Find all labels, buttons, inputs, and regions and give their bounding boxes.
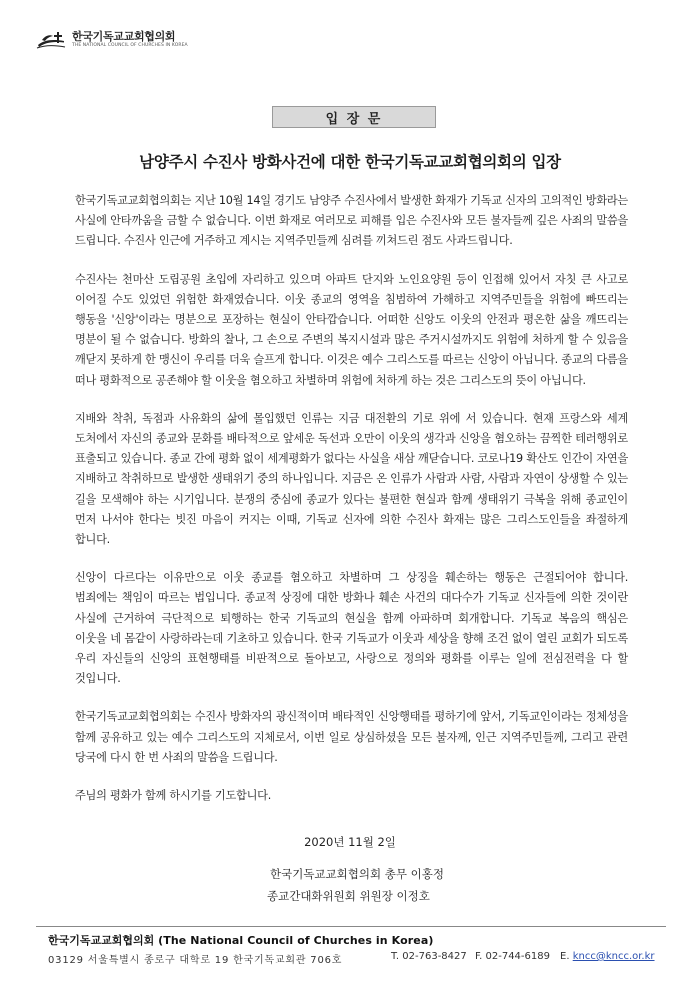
- paragraph: 신앙이 다르다는 이유만으로 이웃 종교를 혐오하고 차별하며 그 상징을 훼손하는 행동은 근절되어야 합니다. 범죄에는 책임이 따르는 법입니다. 종교적 상징에 대한 방화나 훼손 사건의 대다수가 기독교 신자들에 의한 것이란 사실에 근거하여 극단적으로 퇴행하는 한국 기독교의 현실을 함께 아파하며 회개합니다. 기독교 복음의 핵심은 이웃을 네 몸같이 사랑하라는데 기초하고 있습니다. 한국 기독교가 이웃과 세상을 향해 조건 없이 열린 교회가 되도록 우리 자신들의 신앙의 표현행태를 비판적으로 돌아보고, 사랑으로 정의와 평화를 이루는 일에 전심전력을 다 할 것입니다.: [75, 571, 628, 686]
- paragraph: 주님의 평화가 함께 하시기를 기도합니다.: [75, 789, 272, 803]
- signature-general-secretary: 한국기독교교회협의회 총무 이홍정: [270, 867, 444, 881]
- footer-org-name-ko: 한국기독교교회협의회: [48, 934, 155, 947]
- document-title: 남양주시 수진사 방화사건에 대한 한국기독교교회협의회의 입장: [139, 153, 561, 171]
- footer-divider: [36, 926, 666, 927]
- paragraph: 수진사는 천마산 도립공원 초입에 자리하고 있으며 아파트 단지와 노인요양원 등이 인접해 있어서 자칫 큰 사고로 이어질 수도 있었던 위험한 화재였습니다. 이웃 종교의 영역을 침범하여 가해하고 지역주민들을 위험에 빠뜨리는 행동을 '신앙'이라는 명분으로 포장하는 현실이 안타깝습니다. 어떠한 신앙도 이웃의 안전과 평온한 삶을 깨뜨리는 명분이 될 수 없습니다. 방화의 찰나, 그 손으로 주변의 복지시설과 많은 주거시설까지도 위험에 처하게 할 수 있음을 깨닫지 못하게 한 맹신이 우리를 더욱 슬프게 합니다. 이것은 예수 그리스도를 따르는 신앙이 아닙니다. 종교의 다름을 떠나 평화적으로 공존해야 할 이웃을 혐오하고 차별하며 위험에 처하게 하는 것은 그리스도의 뜻이 아닙니다.: [75, 272, 628, 387]
- paragraph: 지배와 착취, 독점과 사유화의 삶에 몰입했던 인류는 지금 대전환의 기로 위에 서 있습니다. 현재 프랑스와 세계 도처에서 자신의 종교와 문화를 배타적으로 앞세운 독선과 오만이 이웃의 생각과 신앙을 혐오하는 끔찍한 테러행위로 표출되고 있습니다. 종교 간에 평화 없이 세계평화가 없다는 사실을 새삼 깨닫습니다. 코로나19 확산도 인간이 자연을 지배하고 착취하므로 발생한 생태위기 중의 하나입니다. 지금은 온 인류가 사람과 사람, 사람과 자연이 상생할 수 있는 길을 모색해야 하는 시기입니다. 분쟁의 중심에 종교가 있다는 불편한 현실과 함께 생태위기 극복을 위해 종교인이 먼저 나서야 한다는 빗진 마음이 커지는 이때, 기독교 신자에 의한 수진사 화재는 많은 그리스도인들을 좌절하게 합니다.: [75, 411, 628, 547]
- footer-org-name: [48, 932, 434, 948]
- footer-email: [560, 951, 655, 962]
- document-type-label: 입 장 문: [272, 106, 436, 128]
- email-link[interactable]: kncc@kncc.or.kr: [572, 951, 655, 962]
- header-logo: [36, 30, 188, 50]
- org-name-ko: 한국기독교교회협의회: [72, 30, 176, 44]
- footer-fax: F. 02-744-6189: [475, 951, 550, 962]
- signature-committee-chair: 종교간대화위원회 위원장 이정호: [267, 889, 430, 903]
- statement-date: 2020년 11월 2일: [304, 835, 396, 849]
- dove-cross-icon: [36, 30, 66, 50]
- footer-org-name-en: (The National Council of Churches in Korea): [158, 934, 434, 947]
- org-name-en: THE NATIONAL COUNCIL OF CHURCHES IN KOREA: [72, 43, 188, 49]
- footer-address: 03129 서울특별시 종로구 대학로 19 한국기독교회관 706호: [48, 955, 343, 966]
- statement-body: [75, 191, 628, 824]
- paragraph: 한국기독교교회협의회는 지난 10월 14일 경기도 남양주 수진사에서 발생한 화재가 기독교 신자의 고의적인 방화라는 사실에 안타까움을 금할 수 없습니다. 이번 화재로 여러모로 피해를 입은 수진사와 모든 불자들께 깊은 사죄의 말씀을 드립니다. 수진사 인근에 거주하고 계시는 지역주민들께 심려를 끼쳐드린 점도 사과드립니다.: [75, 194, 628, 248]
- paragraph: 한국기독교교회협의회는 수진사 방화자의 광신적이며 배타적인 신앙행태를 평하기에 앞서, 기독교인이라는 정체성을 함께 공유하고 있는 예수 그리스도의 지체로서, 이번 일로 상심하셨을 모든 불자께, 인근 지역주민들께, 그리고 관련 당국에 다시 한 번 사죄의 말씀을 드립니다.: [75, 710, 628, 764]
- footer-email-prefix: E.: [560, 951, 570, 962]
- footer-telephone: T. 02-763-8427: [391, 951, 467, 962]
